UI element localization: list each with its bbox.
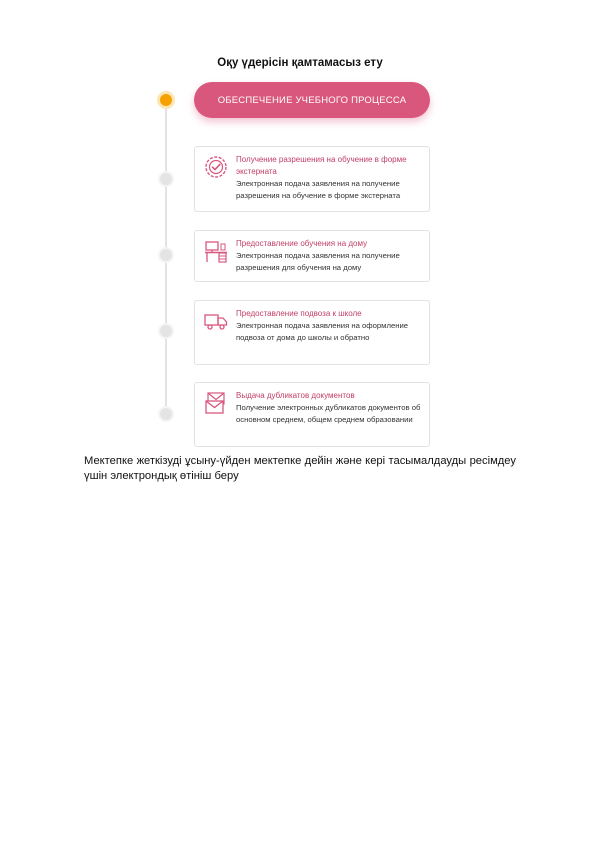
card-description: Электронная подача заявления на получение разрешения на обучение в форме экстерната (236, 179, 401, 200)
service-card-school-transport[interactable] (194, 300, 430, 365)
card-title[interactable]: Предоставление подвоза к школе (236, 309, 362, 318)
truck-icon (204, 309, 228, 333)
card-description: Электронная подача заявления на оформление подвоза от дома до школы и обратно (236, 321, 409, 342)
service-card-home-study[interactable] (194, 230, 430, 282)
card-title[interactable]: Выдача дубликатов документов (236, 391, 355, 400)
desk-icon (204, 239, 228, 263)
card-description: Электронная подача заявления на получение разрешения для обучения на дому (236, 251, 400, 272)
card-description: Получение электронных дубликатов документов об основном среднем, общем среднем образовании (236, 403, 421, 424)
card-title[interactable]: Предоставление обучения на дому (236, 239, 368, 248)
envelopes-icon (204, 391, 228, 415)
approval-badge-icon (204, 155, 228, 179)
timeline-dot (158, 247, 174, 263)
service-card-external-study[interactable] (194, 146, 430, 212)
document-title: Оқу үдерісін қамтамасыз ету (217, 57, 383, 69)
timeline-dot (158, 171, 174, 187)
card-title[interactable]: Получение разрешения на обучение в форме экстерната (236, 155, 407, 176)
timeline-dot (158, 406, 174, 422)
service-card-document-duplicates[interactable] (194, 382, 430, 447)
timeline-dot (158, 323, 174, 339)
body-paragraph: Мектепке жеткізуді ұсыну-үйден мектепке дейін және кері тасымалдауды ресімдеу үшін электрондық өтініш беру (84, 455, 516, 482)
section-header-button[interactable]: ОБЕСПЕЧЕНИЕ УЧЕБНОГО ПРОЦЕССА (194, 82, 430, 118)
timeline-dot-active (157, 91, 175, 109)
